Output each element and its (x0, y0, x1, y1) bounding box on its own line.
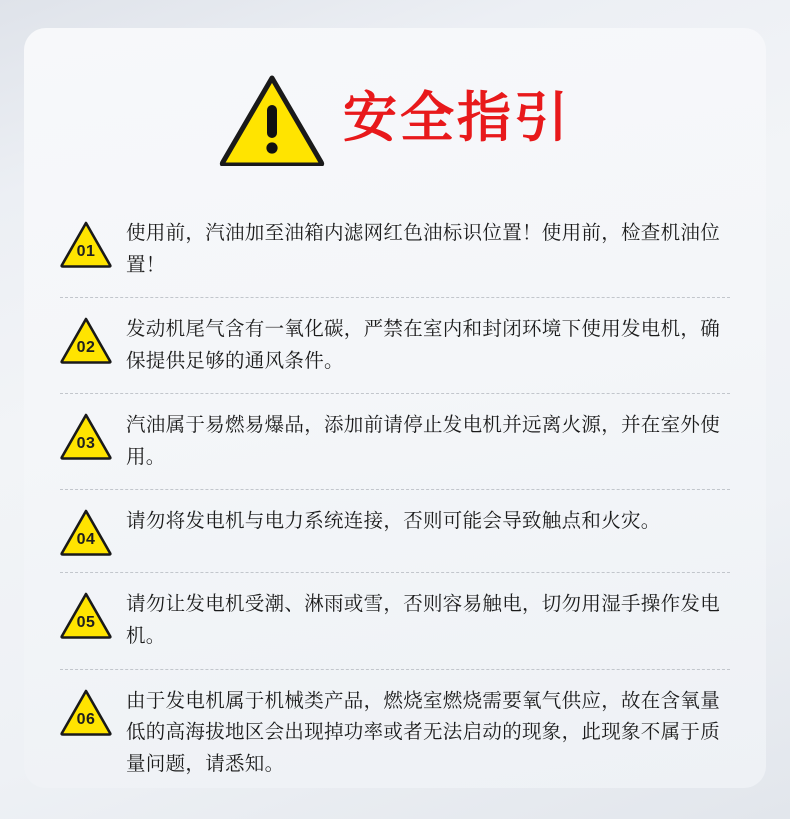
number-badge-icon (60, 412, 112, 460)
number-badge-icon (60, 591, 112, 639)
number-badge-label: 03 (76, 435, 96, 453)
guideline-text: 汽油属于易燃易爆品，添加前请停止发电机并远离火源，并在室外使用。 (126, 414, 721, 468)
list-item (60, 670, 730, 797)
list-item (60, 394, 730, 490)
guideline-text: 使用前，汽油加至油箱内滤网红色油标识位置！使用前，检查机油位置！ (126, 222, 721, 276)
warning-triangle-icon (219, 74, 325, 166)
list-item (60, 573, 730, 669)
list-item (60, 490, 730, 573)
content-card (24, 28, 766, 788)
number-badge-label: 04 (76, 531, 96, 549)
list-item (60, 202, 730, 298)
number-badge-icon (60, 316, 112, 364)
number-badge-label: 01 (76, 243, 96, 260)
number-badge-icon (60, 688, 112, 736)
number-badge-icon (60, 508, 112, 556)
guideline-text: 请勿让发电机受潮、淋雨或雪，否则容易触电，切勿用湿手操作发电机。 (126, 593, 721, 648)
number-badge-icon (60, 220, 112, 268)
page-header (24, 28, 766, 166)
number-badge-label: 06 (76, 710, 96, 728)
number-badge-label: 05 (76, 614, 96, 632)
guidelines-list (60, 202, 730, 796)
guideline-text: 请勿将发电机与电力系统连接，否则可能会导致触点和火灾。 (126, 510, 661, 533)
number-badge-label: 02 (76, 339, 96, 357)
guideline-text: 由于发电机属于机械类产品，燃烧室燃烧需要氧气供应，故在含氧量低的高海拔地区会出现掉功率或者无法启动的现象，此现象不属于质量问题，请悉知。 (126, 689, 721, 775)
page-title: 安全指引 (343, 88, 571, 148)
guideline-text: 发动机尾气含有一氧化碳，严禁在室内和封闭环境下使用发电机，确保提供足够的通风条件。 (126, 318, 721, 372)
list-item (60, 298, 730, 394)
